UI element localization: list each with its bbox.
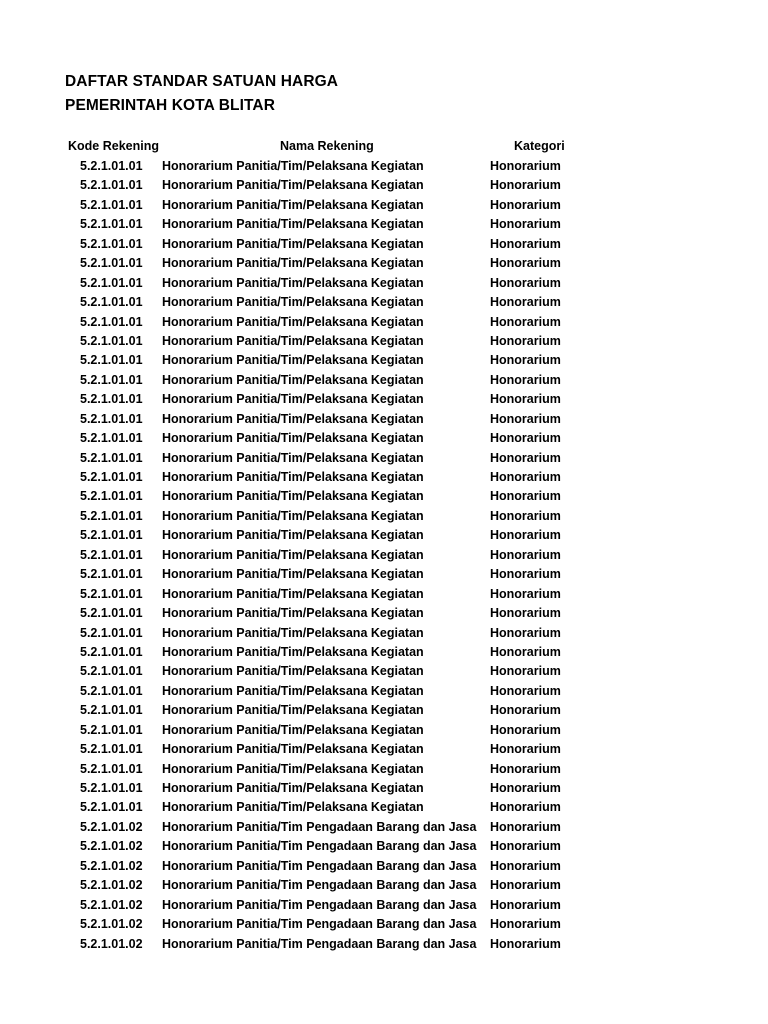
table-row: [0, 837, 768, 856]
cell-nama-rekening: Honorarium Panitia/Tim/Pelaksana Kegiatan: [162, 606, 424, 621]
cell-kode-rekening: 5.2.1.01.02: [80, 878, 143, 893]
cell-nama-rekening: Honorarium Panitia/Tim/Pelaksana Kegiatan: [162, 314, 424, 329]
cell-nama-rekening: Honorarium Panitia/Tim Pengadaan Barang dan Jasa: [162, 858, 477, 873]
cell-kategori: Honorarium: [490, 858, 561, 873]
table-row: [0, 254, 768, 273]
cell-kode-rekening: 5.2.1.01.01: [80, 236, 143, 251]
cell-kategori: Honorarium: [490, 411, 561, 426]
cell-nama-rekening: Honorarium Panitia/Tim/Pelaksana Kegiatan: [162, 159, 424, 173]
cell-nama-rekening: Honorarium Panitia/Tim/Pelaksana Kegiatan: [162, 178, 424, 193]
cell-nama-rekening: Honorarium Panitia/Tim/Pelaksana Kegiatan: [162, 625, 424, 640]
cell-kode-rekening: 5.2.1.01.01: [80, 625, 143, 640]
cell-kategori: Honorarium: [490, 878, 561, 893]
cell-kategori: Honorarium: [490, 722, 561, 737]
table-row: [0, 274, 768, 293]
table-row: [0, 429, 768, 448]
cell-kategori: Honorarium: [490, 431, 561, 446]
cell-nama-rekening: Honorarium Panitia/Tim Pengadaan Barang dan Jasa: [162, 897, 477, 912]
cell-kategori: Honorarium: [490, 800, 561, 815]
column-header-nama-rekening: Nama Rekening: [280, 139, 374, 153]
cell-kode-rekening: 5.2.1.01.01: [80, 314, 143, 329]
table-row: [0, 876, 768, 895]
cell-nama-rekening: Honorarium Panitia/Tim/Pelaksana Kegiatan: [162, 547, 424, 562]
cell-nama-rekening: Honorarium Panitia/Tim/Pelaksana Kegiatan: [162, 722, 424, 737]
table-row: [0, 351, 768, 370]
cell-nama-rekening: Honorarium Panitia/Tim Pengadaan Barang dan Jasa: [162, 839, 477, 854]
table-row: [0, 546, 768, 565]
cell-kode-rekening: 5.2.1.01.01: [80, 644, 143, 659]
table-row: [0, 682, 768, 701]
table-row: [0, 176, 768, 195]
cell-nama-rekening: Honorarium Panitia/Tim Pengadaan Barang dan Jasa: [162, 878, 477, 893]
table-row: [0, 701, 768, 720]
cell-kategori: Honorarium: [490, 781, 561, 795]
cell-kategori: Honorarium: [490, 703, 561, 718]
table-row: [0, 293, 768, 312]
table-row: [0, 662, 768, 681]
cell-nama-rekening: Honorarium Panitia/Tim/Pelaksana Kegiatan: [162, 295, 424, 310]
cell-nama-rekening: Honorarium Panitia/Tim/Pelaksana Kegiatan: [162, 392, 424, 407]
cell-kode-rekening: 5.2.1.01.01: [80, 256, 143, 271]
cell-kategori: Honorarium: [490, 470, 561, 484]
cell-kategori: Honorarium: [490, 839, 561, 854]
cell-kode-rekening: 5.2.1.01.01: [80, 742, 143, 757]
table-row: [0, 410, 768, 429]
cell-nama-rekening: Honorarium Panitia/Tim/Pelaksana Kegiatan: [162, 197, 424, 212]
cell-kategori: Honorarium: [490, 159, 561, 173]
cell-kode-rekening: 5.2.1.01.01: [80, 567, 143, 582]
cell-kategori: Honorarium: [490, 567, 561, 582]
cell-nama-rekening: Honorarium Panitia/Tim/Pelaksana Kegiatan: [162, 333, 424, 348]
table-row: [0, 798, 768, 817]
table-row: [0, 507, 768, 526]
table-row: [0, 624, 768, 643]
table-body: [0, 157, 768, 954]
cell-kode-rekening: 5.2.1.01.02: [80, 917, 143, 932]
cell-nama-rekening: Honorarium Panitia/Tim/Pelaksana Kegiatan: [162, 761, 424, 776]
cell-kategori: Honorarium: [490, 197, 561, 212]
cell-nama-rekening: Honorarium Panitia/Tim/Pelaksana Kegiatan: [162, 742, 424, 757]
page-title: DAFTAR STANDAR SATUAN HARGA: [65, 73, 339, 90]
cell-kode-rekening: 5.2.1.01.01: [80, 547, 143, 562]
cell-kategori: Honorarium: [490, 372, 561, 387]
cell-kategori: Honorarium: [490, 489, 561, 504]
cell-kategori: Honorarium: [490, 314, 561, 329]
cell-nama-rekening: Honorarium Panitia/Tim Pengadaan Barang dan Jasa: [162, 819, 477, 834]
table-row: [0, 215, 768, 234]
cell-kategori: Honorarium: [490, 742, 561, 757]
cell-kategori: Honorarium: [490, 644, 561, 659]
cell-kode-rekening: 5.2.1.01.01: [80, 800, 143, 815]
cell-nama-rekening: Honorarium Panitia/Tim/Pelaksana Kegiatan: [162, 528, 424, 543]
cell-nama-rekening: Honorarium Panitia/Tim/Pelaksana Kegiatan: [162, 470, 424, 484]
cell-kategori: Honorarium: [490, 664, 561, 679]
table-row: [0, 390, 768, 409]
cell-kode-rekening: 5.2.1.01.01: [80, 275, 143, 290]
page-subtitle: PEMERINTAH KOTA BLITAR: [65, 97, 275, 114]
cell-kode-rekening: 5.2.1.01.01: [80, 489, 143, 504]
cell-nama-rekening: Honorarium Panitia/Tim/Pelaksana Kegiatan: [162, 781, 424, 795]
cell-kategori: Honorarium: [490, 178, 561, 193]
cell-nama-rekening: Honorarium Panitia/Tim/Pelaksana Kegiatan: [162, 217, 424, 232]
table-row: [0, 818, 768, 837]
cell-kategori: Honorarium: [490, 392, 561, 407]
cell-nama-rekening: Honorarium Panitia/Tim/Pelaksana Kegiatan: [162, 372, 424, 387]
cell-kode-rekening: 5.2.1.01.01: [80, 722, 143, 737]
table-row: [0, 526, 768, 545]
cell-kategori: Honorarium: [490, 936, 561, 951]
cell-nama-rekening: Honorarium Panitia/Tim/Pelaksana Kegiatan: [162, 800, 424, 815]
cell-nama-rekening: Honorarium Panitia/Tim/Pelaksana Kegiatan: [162, 664, 424, 679]
cell-kode-rekening: 5.2.1.01.01: [80, 781, 143, 795]
cell-kategori: Honorarium: [490, 819, 561, 834]
cell-kategori: Honorarium: [490, 353, 561, 368]
cell-kode-rekening: 5.2.1.01.01: [80, 586, 143, 601]
table-row: [0, 760, 768, 779]
table-row: [0, 487, 768, 506]
cell-kode-rekening: 5.2.1.01.01: [80, 683, 143, 698]
cell-kode-rekening: 5.2.1.01.01: [80, 470, 143, 484]
cell-nama-rekening: Honorarium Panitia/Tim/Pelaksana Kegiatan: [162, 489, 424, 504]
table-row: [0, 740, 768, 759]
column-header-kategori: Kategori: [514, 139, 565, 153]
cell-kategori: Honorarium: [490, 761, 561, 776]
table-row: [0, 604, 768, 623]
table-row: [0, 896, 768, 915]
cell-kategori: Honorarium: [490, 275, 561, 290]
cell-kode-rekening: 5.2.1.01.01: [80, 703, 143, 718]
cell-kode-rekening: 5.2.1.01.01: [80, 431, 143, 446]
cell-nama-rekening: Honorarium Panitia/Tim/Pelaksana Kegiatan: [162, 236, 424, 251]
cell-kode-rekening: 5.2.1.01.01: [80, 372, 143, 387]
cell-kode-rekening: 5.2.1.01.02: [80, 897, 143, 912]
cell-kategori: Honorarium: [490, 333, 561, 348]
cell-kategori: Honorarium: [490, 217, 561, 232]
table-row: [0, 332, 768, 351]
cell-kategori: Honorarium: [490, 528, 561, 543]
cell-kode-rekening: 5.2.1.01.01: [80, 606, 143, 621]
cell-kode-rekening: 5.2.1.01.02: [80, 858, 143, 873]
cell-kategori: Honorarium: [490, 295, 561, 310]
table-row: [0, 643, 768, 662]
table-row: [0, 468, 768, 487]
cell-kategori: Honorarium: [490, 917, 561, 932]
cell-nama-rekening: Honorarium Panitia/Tim/Pelaksana Kegiatan: [162, 683, 424, 698]
table-row: [0, 371, 768, 390]
cell-kode-rekening: 5.2.1.01.01: [80, 392, 143, 407]
table-row: [0, 157, 768, 176]
cell-nama-rekening: Honorarium Panitia/Tim/Pelaksana Kegiatan: [162, 586, 424, 601]
table-row: [0, 235, 768, 254]
column-header-kode-rekening: Kode Rekening: [68, 139, 159, 153]
cell-kode-rekening: 5.2.1.01.01: [80, 197, 143, 212]
cell-nama-rekening: Honorarium Panitia/Tim/Pelaksana Kegiatan: [162, 275, 424, 290]
table-row: [0, 721, 768, 740]
cell-kode-rekening: 5.2.1.01.01: [80, 664, 143, 679]
cell-kategori: Honorarium: [490, 547, 561, 562]
cell-kategori: Honorarium: [490, 256, 561, 271]
cell-nama-rekening: Honorarium Panitia/Tim/Pelaksana Kegiatan: [162, 450, 424, 465]
table-row: [0, 585, 768, 604]
cell-kode-rekening: 5.2.1.01.01: [80, 159, 143, 173]
cell-nama-rekening: Honorarium Panitia/Tim/Pelaksana Kegiatan: [162, 256, 424, 271]
cell-kategori: Honorarium: [490, 897, 561, 912]
cell-kategori: Honorarium: [490, 450, 561, 465]
table-row: [0, 915, 768, 934]
cell-kode-rekening: 5.2.1.01.01: [80, 295, 143, 310]
table-row: [0, 565, 768, 584]
cell-nama-rekening: Honorarium Panitia/Tim/Pelaksana Kegiatan: [162, 353, 424, 368]
cell-kode-rekening: 5.2.1.01.01: [80, 528, 143, 543]
table-row: [0, 935, 768, 954]
cell-kode-rekening: 5.2.1.01.01: [80, 411, 143, 426]
table-row: [0, 857, 768, 876]
cell-nama-rekening: Honorarium Panitia/Tim/Pelaksana Kegiatan: [162, 431, 424, 446]
cell-kategori: Honorarium: [490, 508, 561, 523]
cell-kode-rekening: 5.2.1.01.01: [80, 450, 143, 465]
table-row: [0, 449, 768, 468]
cell-nama-rekening: Honorarium Panitia/Tim Pengadaan Barang dan Jasa: [162, 917, 477, 932]
cell-kategori: Honorarium: [490, 606, 561, 621]
cell-nama-rekening: Honorarium Panitia/Tim/Pelaksana Kegiatan: [162, 644, 424, 659]
cell-nama-rekening: Honorarium Panitia/Tim/Pelaksana Kegiatan: [162, 703, 424, 718]
cell-kode-rekening: 5.2.1.01.01: [80, 178, 143, 193]
cell-kategori: Honorarium: [490, 683, 561, 698]
table-row: [0, 196, 768, 215]
table-row: [0, 313, 768, 332]
cell-nama-rekening: Honorarium Panitia/Tim/Pelaksana Kegiatan: [162, 508, 424, 523]
cell-kategori: Honorarium: [490, 625, 561, 640]
cell-nama-rekening: Honorarium Panitia/Tim Pengadaan Barang dan Jasa: [162, 936, 477, 951]
cell-kode-rekening: 5.2.1.01.01: [80, 508, 143, 523]
cell-nama-rekening: Honorarium Panitia/Tim/Pelaksana Kegiatan: [162, 567, 424, 582]
table-row: [0, 779, 768, 798]
cell-kode-rekening: 5.2.1.01.02: [80, 819, 143, 834]
cell-kode-rekening: 5.2.1.01.02: [80, 839, 143, 854]
cell-kategori: Honorarium: [490, 236, 561, 251]
cell-kode-rekening: 5.2.1.01.01: [80, 353, 143, 368]
cell-kode-rekening: 5.2.1.01.01: [80, 333, 143, 348]
cell-nama-rekening: Honorarium Panitia/Tim/Pelaksana Kegiatan: [162, 411, 424, 426]
cell-kode-rekening: 5.2.1.01.01: [80, 761, 143, 776]
cell-kategori: Honorarium: [490, 586, 561, 601]
cell-kode-rekening: 5.2.1.01.02: [80, 936, 143, 951]
cell-kode-rekening: 5.2.1.01.01: [80, 217, 143, 232]
